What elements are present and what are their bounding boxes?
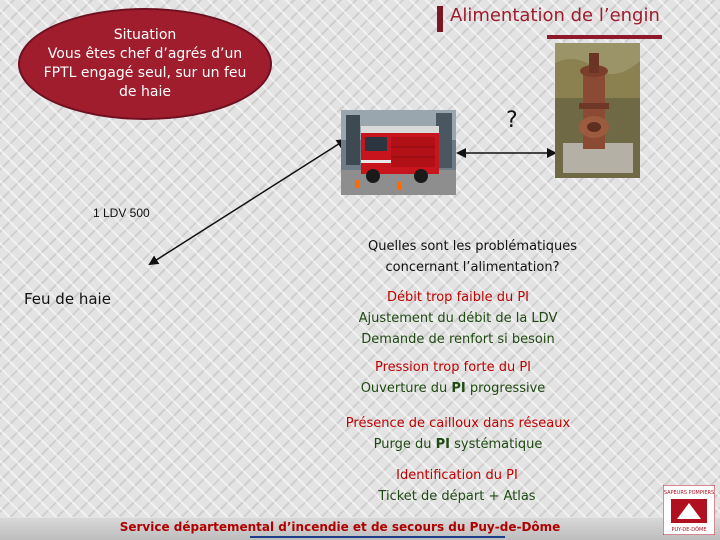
problem-issue: Identification du PI <box>396 468 518 483</box>
problem-solution: Ajustement du débit de la LDV <box>358 311 558 326</box>
slide-title: Alimentation de l’engin <box>450 5 660 26</box>
sdis-logo <box>663 485 715 535</box>
problem-block-4 <box>343 465 571 507</box>
question-mark: ? <box>506 108 518 133</box>
problem-block-3 <box>323 413 593 455</box>
footer-text: Service départemental d’incendie et de secours du Puy-de-Dôme <box>119 520 561 534</box>
problem-block-2 <box>338 357 568 399</box>
fire-truck-image <box>341 110 456 195</box>
problem-issue: Pression trop forte du PI <box>374 360 532 375</box>
fire-label: Feu de haie <box>24 290 111 308</box>
problem-solution: Purge du PI systématique <box>373 437 543 452</box>
ldv-arrow <box>150 140 345 264</box>
question-line-2: concernant l’alimentation? <box>385 260 560 275</box>
question-text <box>345 236 600 278</box>
footer-underline <box>250 536 505 538</box>
situation-line-3: FPTL engagé seul, sur un feu <box>43 65 247 81</box>
situation-line-1: Situation <box>113 27 177 43</box>
situation-line-4: de haie <box>119 84 171 100</box>
problem-issue: Débit trop faible du PI <box>386 290 530 305</box>
question-line-1: Quelles sont les problématiques <box>367 239 578 254</box>
situation-line-2: Vous êtes chef d’agrés d’un <box>47 46 243 62</box>
fire-hydrant-image <box>555 43 640 178</box>
ldv-label: 1 LDV 500 <box>93 206 150 220</box>
problem-solution: Ticket de départ + Atlas <box>378 489 536 504</box>
problem-block-1 <box>338 287 578 350</box>
problem-solution: Ouverture du PI progressive <box>360 381 546 396</box>
problem-solution: Demande de renfort si besoin <box>361 332 555 347</box>
logo-top-text: SAPEURS POMPIERS <box>663 490 715 496</box>
problem-issue: Présence de cailloux dans réseaux <box>345 416 571 431</box>
logo-bottom-text: PUY-DE-DÔME <box>671 527 707 533</box>
